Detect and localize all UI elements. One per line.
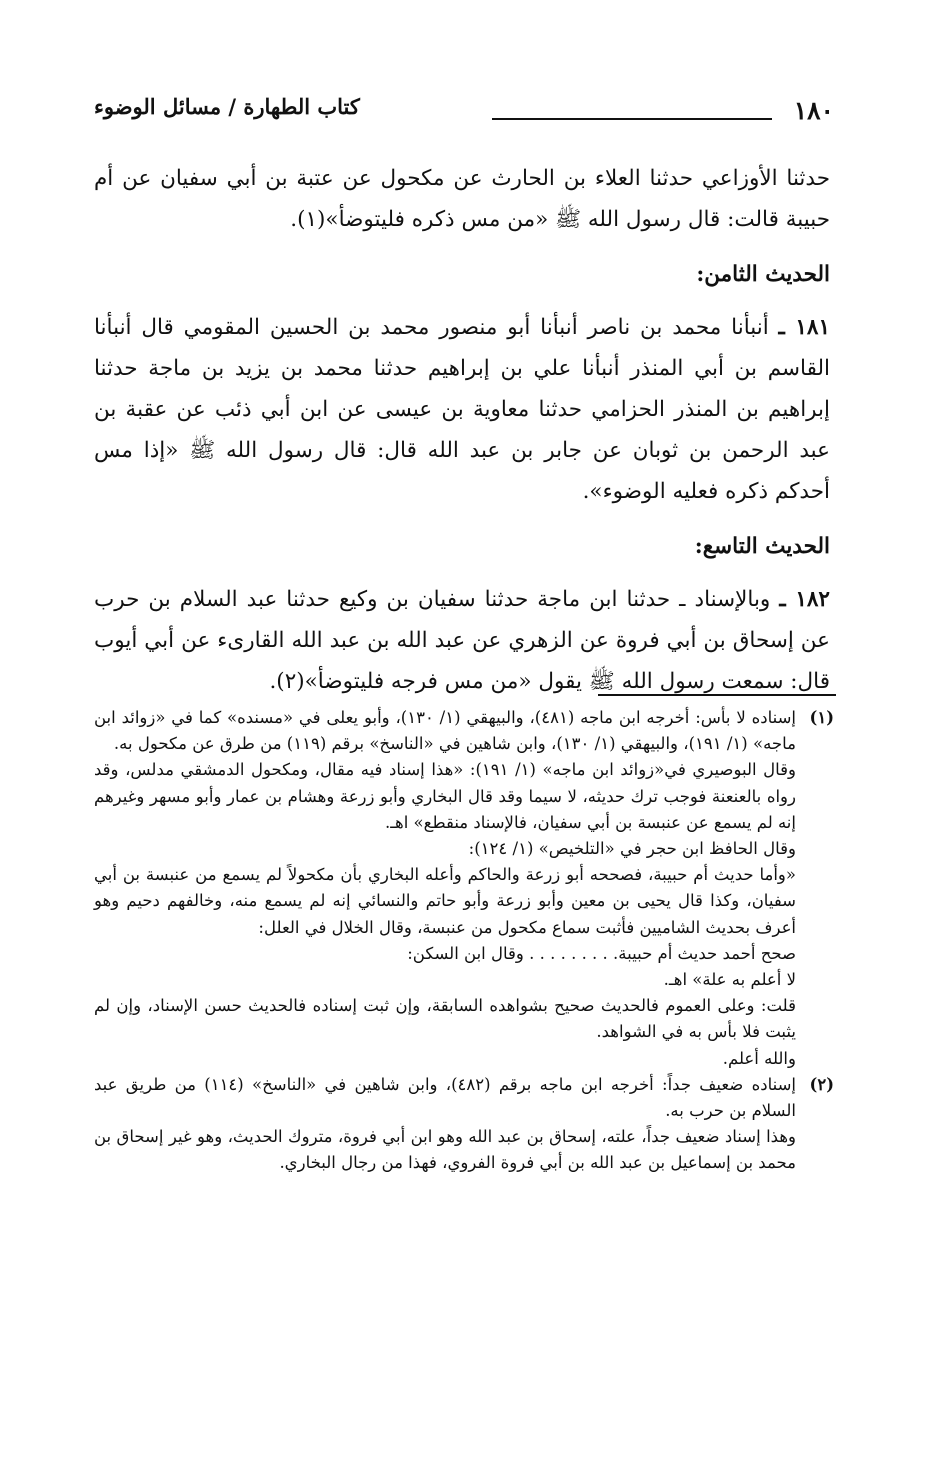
footnote-2-body — [94, 1072, 796, 1177]
hadith-8-paragraph — [94, 307, 830, 512]
hadith-9-number: ١٨٢ ـ — [779, 587, 830, 612]
footnote-1-line: لا أعلم به علة» اهـ. — [663, 970, 796, 990]
footnote-separator — [598, 694, 836, 696]
hadith-9-heading: الحديث التاسع: — [694, 534, 830, 559]
main-text — [94, 158, 830, 702]
footnote-1-line: والله أعلم. — [722, 1048, 796, 1068]
hadith-8-text: أنبأنا محمد بن ناصر أنبأنا أبو منصور محمد بن الحسين المقومي قال أنبأنا القاسم بن أبي المنذر أنبأنا علي بن إبراهيم حدثنا محمد بن يزيد بن ماجة حدثنا إبراهيم بن المنذر الحزامي حدثنا معاوية بن عيسى عن ابن أبي ذئب عن عقبة بن عبد الرحمن بن ثوبان عن جابر بن عبد الله قال: قال رسول الله ﷺ «إذا مس أحدكم ذكره فعليه الوضوء». — [94, 315, 830, 504]
footnotes — [94, 705, 834, 1177]
page-header — [94, 90, 834, 130]
footnote-2-line: وهذا إسناد ضعيف جداً، علته، إسحاق بن عبد الله وهو ابن أبي فروة، متروك الحديث، وهو غير إسحاق بن محمد بن إسماعيل بن عبد الله بن أبي فروة الفروي، فهذا من رجال البخاري. — [94, 1127, 796, 1173]
footnote-1-line: «وأما حديث أم حبيبة، فصححه أبو زرعة والحاكم وأعله البخاري بأن مكحولاً لم يسمع من عنبسة بن أبي سفيان، وكذا قال يحيى بن معين وأبو زرعة وأبو حاتم والنسائي إنه لم يسمع منه، وخالفهم دحيم وهو أعرف بحديث الشاميين فأثبت سماع مكحول من عنبسة، وقال الخلال في العلل: — [94, 865, 796, 937]
hadith-9-text: وبالإسناد ـ حدثنا ابن ماجة حدثنا سفيان بن وكيع حدثنا عبد السلام بن حرب عن إسحاق بن أبي فروة عن الزهري عن عبد الله بن عبد الله القارىء عن أبي أيوب قال: سمعت رسول الله ﷺ يقول «من مس فرجه فليتوضأ»(٢). — [94, 587, 830, 694]
footnote-1 — [94, 705, 834, 1072]
footnote-1-line: وقال البوصيري في«زوائد ابن ماجه» (١/ ١٩١): «هذا إسناد فيه مقال، ومكحول الدمشقي مدلس، وقد رواه بالعنعنة فوجب ترك حديثه، لا سيما وقد قال البخاري وأبو زرعة وهشام بن عمار وأبو مسهر وغيرهم إنه لم يسمع عن عنبسة بن أبي سفيان، فالإسناد منقطع» اهـ. — [94, 760, 796, 832]
intro-paragraph: حدثنا الأوزاعي حدثنا العلاء بن الحارث عن مكحول عن عتبة بن أبي سفيان عن أم حبيبة قالت: قال رسول الله ﷺ «من مس ذكره فليتوضأ»(١). — [94, 166, 830, 232]
footnote-2 — [94, 1072, 834, 1177]
running-title: كتاب الطهارة / مسائل الوضوء — [94, 94, 360, 119]
page-number: ١٨٠ — [793, 96, 834, 125]
footnote-1-number: (١) — [809, 708, 834, 727]
header-rule — [492, 118, 772, 120]
footnote-1-line: صحح أحمد حديث أم حبيبة. . . . . . . . . وقال ابن السكن: — [407, 943, 796, 963]
footnote-1-line: قلت: وعلى العموم فالحديث صحيح بشواهده السابقة، وإن ثبت إسناده فالحديث حسن الإسناد، وإن لم يثبت فلا بأس به في الشواهد. — [94, 996, 796, 1042]
footnote-1-body — [94, 705, 796, 1072]
footnote-1-line: وقال الحافظ ابن حجر في «التلخيص» (١/ ١٢٤): — [468, 839, 796, 859]
footnote-2-number: (٢) — [809, 1074, 834, 1094]
hadith-9-paragraph — [94, 579, 830, 702]
footnote-1-line: إسناده لا بأس: أخرجه ابن ماجه (٤٨١)، والبيهقي (١/ ١٣٠)، وأبو يعلى في «مسنده» كما في «زوائد ابن ماجه» (١/ ١٩١)، والبيهقي (١/ ١٣٠)، وابن شاهين في «الناسخ» برقم (١١٩) من طرق عن مكحول به. — [94, 708, 797, 754]
footnote-2-line: إسناده ضعيف جداً: أخرجه ابن ماجه برقم (٤٨٢)، وابن شاهين في «الناسخ» (١١٤) من طريق عبد السلام بن حرب به. — [94, 1074, 796, 1121]
hadith-8-heading: الحديث الثامن: — [696, 262, 830, 287]
hadith-8-number: ١٨١ ـ — [778, 315, 830, 340]
